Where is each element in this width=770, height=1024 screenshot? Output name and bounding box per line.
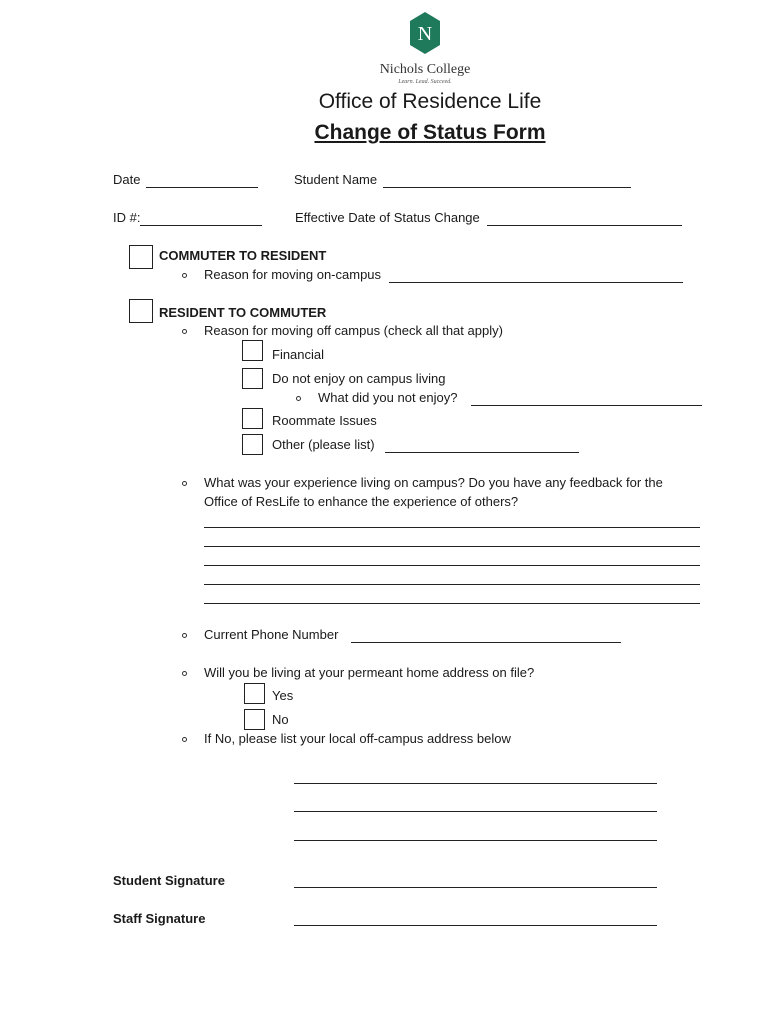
reason-on-campus-label: Reason for moving on-campus (204, 267, 382, 282)
bullet-icon (182, 273, 187, 278)
experience-answer-line[interactable] (204, 546, 700, 547)
bullet-icon (182, 481, 187, 486)
commuter-to-resident-checkbox[interactable] (129, 245, 153, 269)
reason-on-campus-field[interactable] (389, 282, 683, 283)
form-title (200, 121, 660, 145)
other-field[interactable] (385, 452, 579, 453)
roommate-label: Roommate Issues (272, 413, 377, 428)
yes-label: Yes (272, 688, 294, 703)
local-address-label: If No, please list your local off-campus address below (204, 731, 511, 746)
bullet-icon (182, 737, 187, 742)
student-name-field[interactable] (383, 187, 631, 188)
experience-question-line1: What was your experience living on campus? Do you have any feedback for the (204, 475, 663, 490)
id-field[interactable] (140, 225, 262, 226)
student-signature-label: Student Signature (113, 873, 225, 888)
local-address-line[interactable] (294, 783, 657, 784)
student-name-label: Student Name (294, 172, 378, 187)
effective-date-label: Effective Date of Status Change (295, 210, 480, 225)
date-label: Date (113, 172, 141, 187)
staff-signature-label: Staff Signature (113, 911, 206, 926)
bullet-icon (182, 671, 187, 676)
college-logo (410, 12, 440, 54)
effective-date-field[interactable] (487, 225, 682, 226)
bullet-icon (296, 396, 301, 401)
other-checkbox[interactable] (242, 434, 263, 455)
experience-answer-line[interactable] (204, 527, 700, 528)
reason-off-campus-label: Reason for moving off campus (check all that apply) (204, 323, 503, 338)
bullet-icon (182, 633, 187, 638)
local-address-line[interactable] (294, 811, 657, 812)
commuter-to-resident-title: COMMUTER TO RESIDENT (159, 248, 327, 263)
student-signature-field[interactable] (294, 887, 657, 888)
college-tagline: Learn. Lead. Succeed. (398, 79, 452, 85)
local-address-line[interactable] (294, 840, 657, 841)
what-not-enjoy-label: What did you not enjoy? (318, 390, 458, 405)
phone-label: Current Phone Number (204, 627, 339, 642)
date-field[interactable] (146, 187, 258, 188)
college-name: Nichols College (379, 62, 471, 77)
logo-letter: N (417, 23, 433, 45)
no-label: No (272, 712, 289, 727)
roommate-checkbox[interactable] (242, 408, 263, 429)
form-title-text: Change of Status Form (314, 121, 546, 144)
financial-label: Financial (272, 347, 325, 362)
experience-question-line2: Office of ResLife to enhance the experience of others? (204, 494, 519, 509)
bullet-icon (182, 329, 187, 334)
experience-answer-line[interactable] (204, 565, 700, 566)
staff-signature-field[interactable] (294, 925, 657, 926)
not-enjoy-label: Do not enjoy on campus living (272, 371, 446, 386)
experience-answer-line[interactable] (204, 584, 700, 585)
financial-checkbox[interactable] (242, 340, 263, 361)
not-enjoy-checkbox[interactable] (242, 368, 263, 389)
home-address-question: Will you be living at your permeant home address on file? (204, 665, 535, 680)
yes-checkbox[interactable] (244, 683, 265, 704)
what-not-enjoy-field[interactable] (471, 405, 702, 406)
experience-answer-line[interactable] (204, 603, 700, 604)
no-checkbox[interactable] (244, 709, 265, 730)
office-title: Office of Residence Life (318, 90, 542, 113)
resident-to-commuter-title: RESIDENT TO COMMUTER (159, 305, 327, 320)
id-label: ID #: (113, 210, 141, 225)
resident-to-commuter-checkbox[interactable] (129, 299, 153, 323)
other-label: Other (please list) (272, 437, 375, 452)
phone-field[interactable] (351, 642, 621, 643)
